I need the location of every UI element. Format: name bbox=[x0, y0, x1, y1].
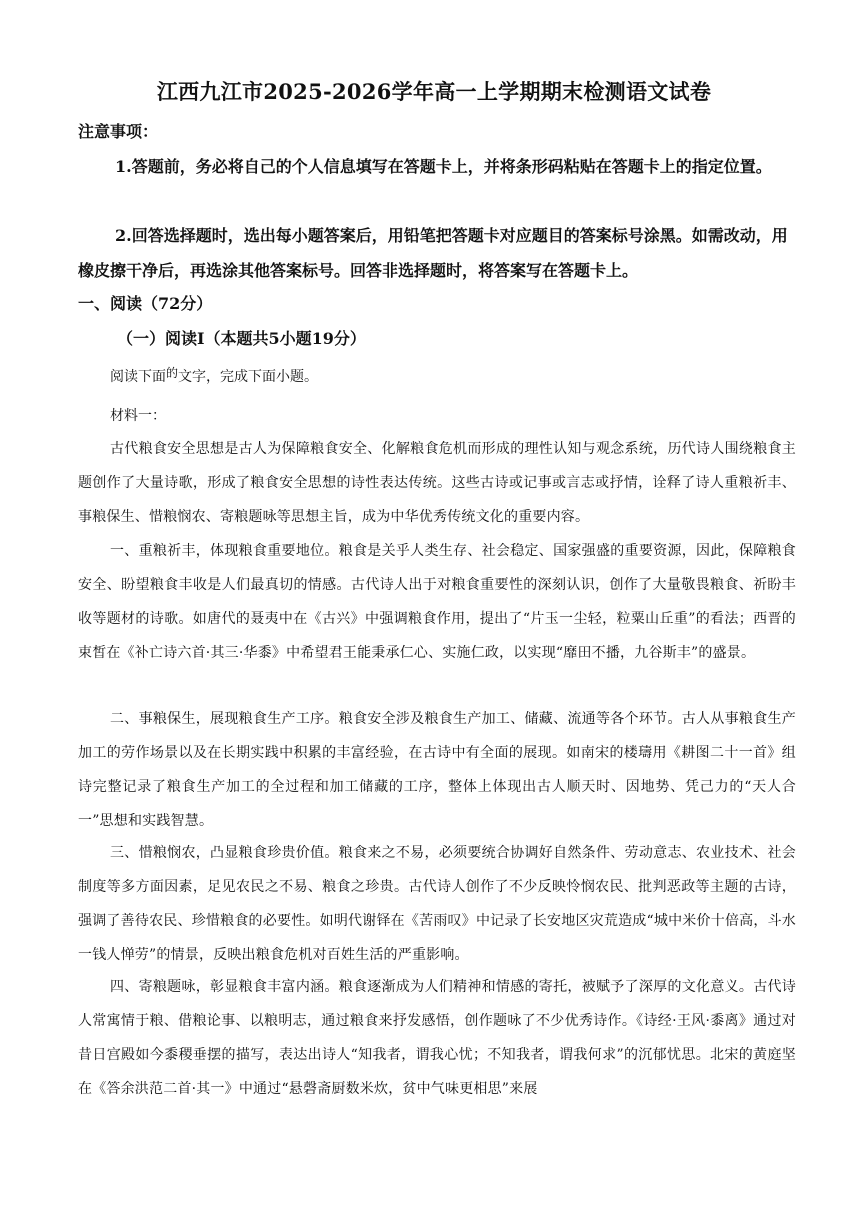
instruction-after: 文字，完成下面小题。 bbox=[178, 369, 319, 385]
paragraph-point-3: 三、惜粮悯农，凸显粮食珍贵价值。粮食来之不易，必须要统合协调好自然条件、劳动意志、农业技术、社会制度等多方面因素，足见农民之不易、粮食之珍贵。古代诗人创作了不少反映怜悯农民、批判恶政等主题的古诗，强调了善待农民、珍惜粮食的必要性。如明代谢铎在《苦雨叹》中记录了长安地区灾荒造成“城中米价十倍高，斗水一钱人惮劳”的情景，反映出粮食危机对百姓生活的严重影响。 bbox=[78, 845, 796, 963]
paragraph-point-2: 二、事粮保生，展现粮食生产工序。粮食安全涉及粮食生产加工、储藏、流通等各个环节。古人从事粮食生产加工的劳作场景以及在长期实践中积累的丰富经验，在古诗中有全面的展现。如南宋的楼璹用《耕图二十一首》组诗完整记录了粮食生产加工的全过程和加工储藏的工序，整体上体现出古人顺天时、因地势、凭己力的“天人合一”思想和实践智慧。 bbox=[78, 711, 796, 829]
paragraph-point-4: 四、寄粮题咏，彰显粮食丰富内涵。粮食逐渐成为人们精神和情感的寄托，被赋予了深厚的文化意义。古代诗人常寓情于粮、借粮论事、以粮明志，通过粮食来抒发感悟，创作题咏了不少优秀诗作。《诗经·王风·黍离》通过对昔日宫殿如今黍稷垂摆的描写，表达出诗人“知我者，谓我心忧；不知我者，谓我何求”的沉郁忧思。北宋的黄庭坚在《答余洪范二首·其一》中通过“悬磬斋厨数米炊，贫中气味更相思”来展 bbox=[78, 979, 796, 1097]
paragraph-point-1: 一、重粮祈丰，体现粮食重要地位。粮食是关乎人类生存、社会稳定、国家强盛的重要资源，因此，保障粮食安全、盼望粮食丰收是人们最真切的情感。古代诗人出于对粮食重要性的深刻认识，创作了大量敬畏粮食、祈盼丰收等题材的诗歌。如唐代的聂夷中在《古兴》中强调粮食作用，提出了“片玉一尘轻，粒粟山丘重”的看法；西晋的束皙在《补亡诗六首·其三·华黍》中希望君王能秉承仁心、实施仁政，以实现“靡田不播，九谷斯丰”的盛景。 bbox=[78, 543, 796, 661]
document-title: 江西九江市2025-2026学年高一上学期期末检测语文试卷 bbox=[156, 79, 712, 104]
instruction-before: 阅读下面 bbox=[110, 369, 166, 385]
section-title: 一、阅读（72分） bbox=[78, 294, 213, 313]
notice-label: 注意事项： bbox=[78, 122, 159, 141]
subsection-title: （一）阅读Ⅰ（本题共5小题19分） bbox=[117, 329, 366, 348]
instruction-sup: 的 bbox=[166, 366, 179, 380]
paragraph-intro: 古代粮食安全思想是古人为保障粮食安全、化解粮食危机而形成的理性认知与观念系统，历代诗人围绕粮食主题创作了大量诗歌，形成了粮食安全思想的诗性表达传统。这些古诗或记事或言志或抒情，诠释了诗人重粮祈丰、事粮保生、惜粮悯农、寄粮题咏等思想主旨，成为中华优秀传统文化的重要内容。 bbox=[78, 441, 796, 525]
reading-instruction bbox=[110, 366, 318, 386]
notice-item-1: 1.答题前，务必将自己的个人信息填写在答题卡上，并将条形码粘贴在答题卡上的指定位置。 bbox=[115, 157, 772, 176]
material-label: 材料一： bbox=[110, 408, 166, 424]
notice-item-2: 2.回答选择题时，选出每小题答案后，用铅笔把答题卡对应题目的答案标号涂黑。如需改动，用橡皮擦干净后，再选涂其他答案标号。回答非选择题时，将答案写在答题卡上。 bbox=[78, 226, 788, 280]
